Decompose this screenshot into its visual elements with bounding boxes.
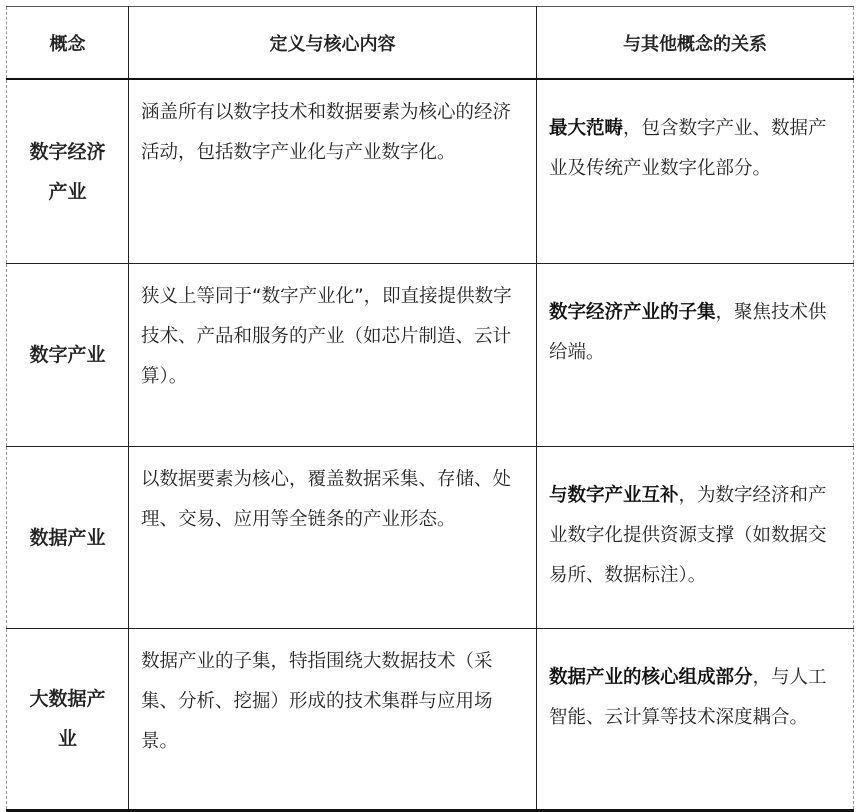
table-row (7, 629, 854, 811)
relation-cell (537, 79, 854, 264)
definition-cell: 涵盖所有以数字技术和数据要素为核心的经济活动，包括数字产业化与产业数字化。 (129, 79, 537, 264)
table-header-row (7, 7, 854, 80)
concept-cell: 大数据产业 (7, 629, 129, 811)
header-concept: 概念 (7, 7, 129, 80)
relation-highlight: 数据产业的核心组成部分 (549, 667, 753, 688)
relation-text: ，为数字经济和产业数字化提供资源支撑（如数据交易所、数据标注）。 (549, 485, 827, 586)
concept-comparison-table (6, 6, 854, 812)
relation-cell (537, 447, 854, 629)
relation-cell (537, 264, 854, 447)
concept-cell: 数字产业 (7, 264, 129, 447)
relation-text: ，包含数字产业、数据产业及传统产业数字化部分。 (549, 118, 827, 179)
table-row (7, 79, 854, 264)
header-definition: 定义与核心内容 (129, 7, 537, 80)
definition-cell: 狭义上等同于“数字产业化”，即直接提供数字技术、产品和服务的产业（如芯片制造、云计算）。 (129, 264, 537, 447)
relation-cell (537, 629, 854, 811)
definition-cell: 数据产业的子集，特指围绕大数据技术（采集、分析、挖掘）形成的技术集群与应用场景。 (129, 629, 537, 811)
relation-highlight: 与数字产业互补 (549, 485, 679, 506)
concept-cell: 数字经济产业 (7, 79, 129, 264)
header-relation: 与其他概念的关系 (537, 7, 854, 80)
table-row (7, 447, 854, 629)
relation-text: ，聚焦技术供给端。 (549, 302, 827, 363)
definition-cell: 以数据要素为核心，覆盖数据采集、存储、处理、交易、应用等全链条的产业形态。 (129, 447, 537, 629)
relation-highlight: 最大范畴 (549, 118, 624, 139)
relation-highlight: 数字经济产业的子集 (549, 302, 716, 323)
relation-text: ，与人工智能、云计算等技术深度耦合。 (549, 667, 827, 728)
concept-cell: 数据产业 (7, 447, 129, 629)
table-row (7, 264, 854, 447)
